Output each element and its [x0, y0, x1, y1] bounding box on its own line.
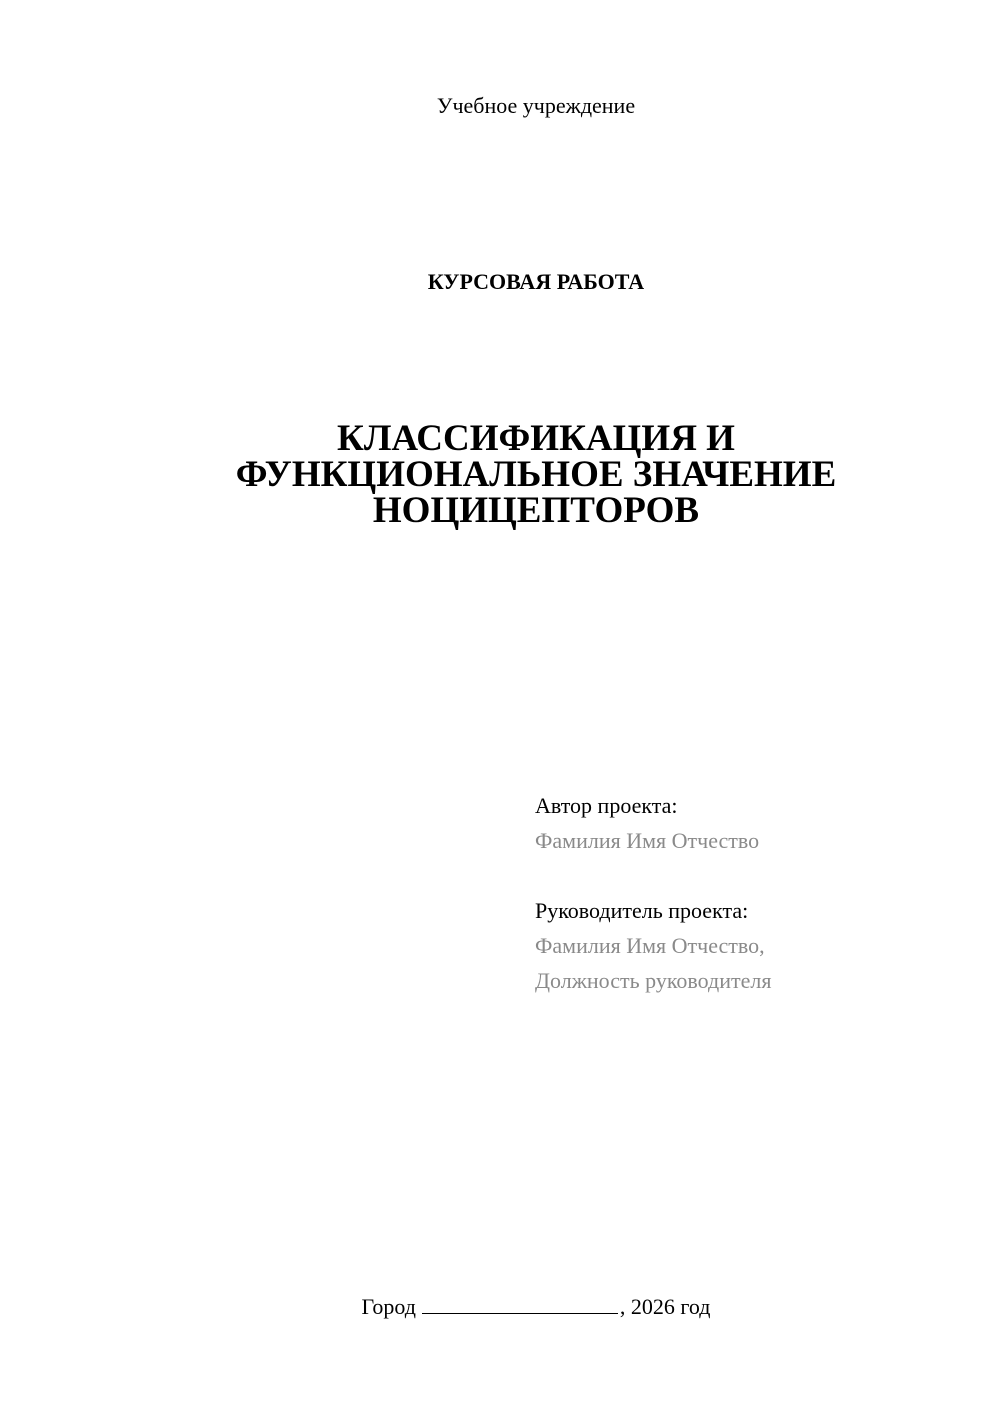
institution-name: Учебное учреждение — [436, 93, 636, 118]
supervisor-position: Должность руководителя — [535, 968, 772, 993]
title-line-3: НОЦИЦЕПТОРОВ — [372, 490, 700, 531]
supervisor-name: Фамилия Имя Отчество, — [535, 933, 765, 958]
title-line-1: КЛАССИФИКАЦИЯ И — [337, 418, 735, 459]
author-label: Автор проекта: — [535, 793, 678, 818]
work-type-heading: КУРСОВАЯ РАБОТА — [427, 269, 645, 294]
supervisor-label: Руководитель проекта: — [535, 898, 749, 923]
city-blank-line — [422, 1291, 618, 1314]
document-title — [0, 418, 1000, 531]
credits-block — [535, 788, 975, 998]
author-name: Фамилия Имя Отчество — [535, 828, 760, 853]
year-text: , 2026 год — [619, 1294, 711, 1319]
city-year-line — [0, 1291, 1000, 1321]
city-label: Город — [361, 1294, 416, 1319]
credits-spacer — [535, 858, 975, 893]
title-line-2: ФУНКЦИОНАЛЬНОЕ ЗНАЧЕНИЕ — [235, 454, 837, 495]
